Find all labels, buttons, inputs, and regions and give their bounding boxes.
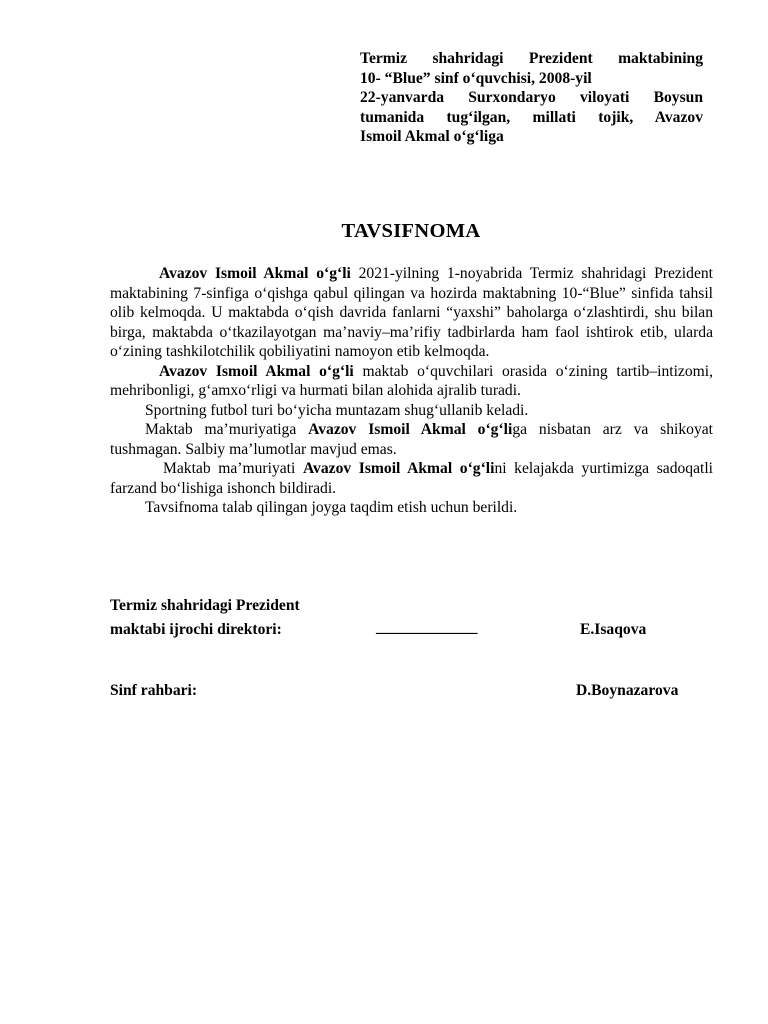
addressee-line: tumanida tug‘ilgan, millati tojik, Avazov bbox=[360, 108, 703, 126]
paragraph-text: ga nisbatan arz va shikoyat tushmagan. Salbiy ma’lumotlar mavjud emas. bbox=[110, 421, 714, 458]
student-name: Avazov Ismoil Akmal o‘g‘li bbox=[308, 421, 513, 438]
paragraph-3: Sportning futbol turi bo‘yicha muntazam shug‘ullanib keladi. bbox=[145, 401, 529, 419]
student-name: Avazov Ismoil Akmal o‘g‘li bbox=[159, 362, 354, 380]
class-teacher-label: Sinf rahbari: bbox=[110, 682, 198, 699]
document-body bbox=[110, 264, 713, 518]
paragraph-6: Tavsifnoma talab qilingan joyga taqdim etish uchun berildi. bbox=[145, 499, 518, 516]
paragraph-text: Maktab ma’muriyatiga bbox=[145, 421, 309, 438]
class-teacher-name: D.Boynazarova bbox=[576, 682, 679, 699]
signature-blank: _____________ bbox=[376, 619, 478, 636]
paragraph-5 bbox=[110, 459, 713, 498]
paragraph-text: maktab o‘quvchilari orasida o‘zining tartib–intizomi, mehribonligi, g‘amxo‘rligi va hurmati bilan alohida ajralib turadi. bbox=[110, 362, 713, 399]
director-title-line1: Termiz shahridagi Prezident bbox=[110, 597, 300, 614]
addressee-line: Ismoil Akmal o‘g‘liga bbox=[360, 128, 504, 145]
addressee-line: Termiz shahridagi Prezident maktabining bbox=[360, 50, 703, 67]
paragraph-2 bbox=[110, 362, 713, 401]
paragraph-text: 2021-yilning 1-noyabrida Termiz shahridagi Prezident maktabining 7-sinfiga o‘qishga qabul qilingan va hozirda maktabning 10-“Blue” sinfida tahsil olib kelmoqda. U maktabda o‘qish davrida fanlarni “yaxshi” baholarga o‘zlashtirdi, shu bilan birga, maktabda o‘tkazilayotgan ma’naviy–ma’rifiy tadbirlarda ham faol ishtirok etib, ularda o‘zining tashkilotchilik qobiliyatini namoyon etib kelmoqda. bbox=[110, 265, 713, 360]
director-title-line2: maktabi ijrochi direktori: bbox=[110, 621, 282, 638]
paragraph-4 bbox=[110, 420, 713, 459]
student-name: Avazov Ismoil Akmal o‘g‘li bbox=[159, 265, 351, 282]
addressee-line: 10- “Blue” sinf o‘quvchisi, 2008-yil bbox=[360, 69, 592, 87]
student-name: Avazov Ismoil Akmal o‘g‘li bbox=[302, 460, 495, 477]
director-name: E.Isaqova bbox=[580, 621, 647, 638]
paragraph-text: Maktab ma’muriyati bbox=[163, 460, 303, 477]
paragraph-1 bbox=[110, 264, 713, 362]
document-title: TAVSIFNOMA bbox=[341, 220, 481, 242]
paragraph-text: ni kelajakda yurtimizga sadoqatli farzand bo‘lishiga ishonch bildiradi. bbox=[110, 460, 713, 497]
addressee-block bbox=[360, 49, 703, 147]
addressee-line: 22-yanvarda Surxondaryo viloyati Boysun bbox=[360, 89, 703, 106]
